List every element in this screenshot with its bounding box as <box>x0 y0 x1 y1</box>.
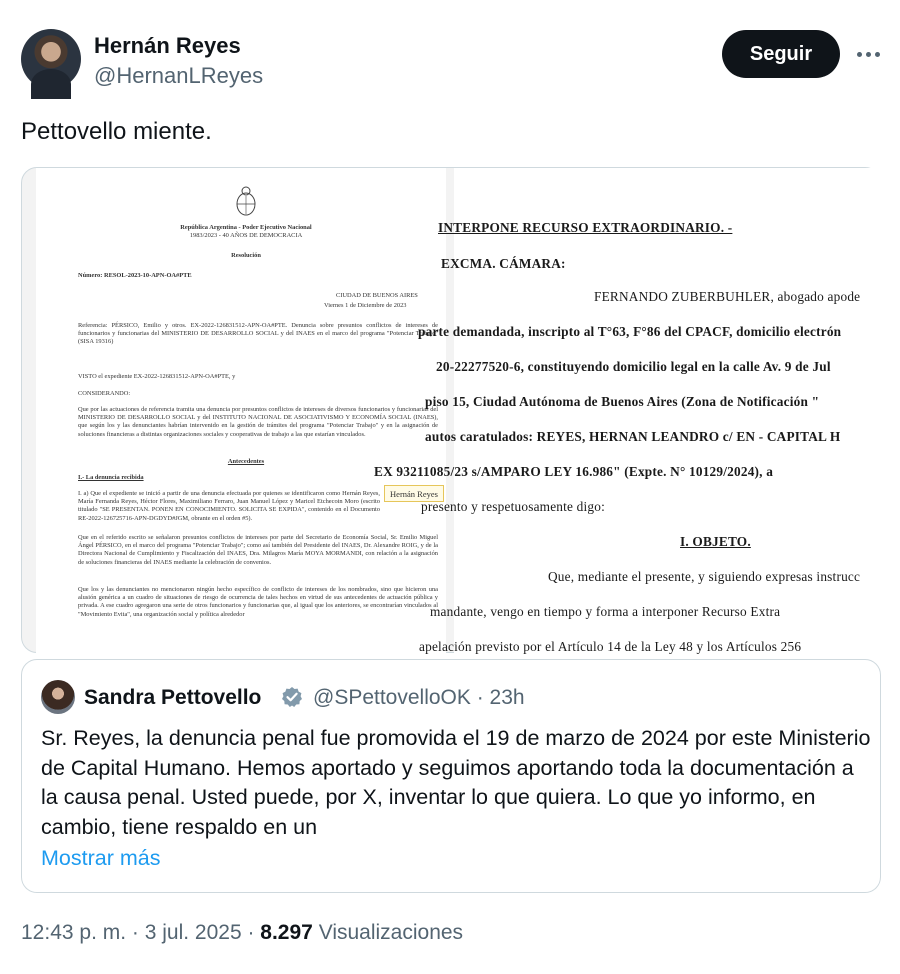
doc-paragraph-1: Que por las actuaciones de referencia tramita una denuncia por presuntos conflictos de intereses de diversos funcionarios y funcionarias del MINISTERIO DE DESARROLLO SOCIAL y del INSTITUTO NACIONAL DE ASOCIATIVISMO Y ECONOMÍA SOCIAL (INAES), que según los y las denunciantes habrían intervenido en la gestión de trámites del programa "Potenciar Trabajo" y en la asignación de soluciones financieras a distintas organizaciones sociales y cooperativas de trabajo a las que estarían vinculados. <box>78 406 438 438</box>
doc-header-2: 1983/2023 - 40 AÑOS DE DEMOCRACIA <box>189 232 303 239</box>
quoted-tweet-text: Sr. Reyes, la denuncia penal fue promovida el 19 de marzo de 2024 por este Ministerio de Capital Humano. Hemos aportado y seguimos aportando toda la documentación a la causa penal. Usted puede, por X, inventar lo que quiera. Lo que yo informo, en cambio, tiene respaldo en un <box>41 726 871 839</box>
appeal-title: INTERPONE RECURSO EXTRAORDINARIO. - <box>438 220 733 235</box>
appeal-section-heading: I. OBJETO. <box>680 534 751 549</box>
doc-reference: Referencia: PÉRSICO, Emilio y otros. EX-2022-126831512-APN-OA#PTE. Denuncia sobre presuntos conflictos de intereses de funcionarios y funcionarias del MINISTERIO DE DESARROLLO SOCIAL y del INAES en el marco del programa "Potenciar Trabajo" (SISA 19316) <box>78 322 438 346</box>
doc-paragraph-3: Que en el referido escrito se señalaron presuntos conflictos de intereses por parte del Secretario de Economía Social, Sr. Emilio Miguel Ángel PÉRSICO, en el marco del programa "Potenciar Trabajo"; como así también del Presidente del INAES, Dr. Alexandre ROIG, y de la Directora Nacional de Cumplimiento y Fiscalización del INAES, Dra. Milagros María MOYA MORMANDI, con relación a la asignación de soluciones financieras del INAES mediante la celebración de convenios. <box>78 534 438 566</box>
quoted-handle-time[interactable]: @SPettovelloOK · 23h <box>313 686 525 709</box>
appeal-line: presento y respetuosamente digo: <box>421 499 606 514</box>
doc-paragraph-2: I. a) Que el expediente se inició a partir de una denuncia efectuada por quienes se identificaron como Hernán Reyes, María Fernanda Reyes, Héctor Flores, Maximiliano Ferraro, Juan Manuel López y Maricel Etchecoin Moro (escrito titulado "SE PRESENTAN. PONEN EN CONOCIMIENTO. SOLICITA SE EXPIDA", contenido en el Documento RE-2022-126725716-APN-DGDYD#JGM, obrante en el orden #5). <box>78 490 380 522</box>
appeal-line: mandante, vengo en tiempo y forma a interponer Recurso Extra <box>430 604 781 619</box>
views-count: 8.297 <box>260 921 313 944</box>
appeal-line: s/AMPARO LEY 16.986" (Expte. N° 10129/2024), a <box>471 464 774 479</box>
quoted-author-avatar[interactable] <box>41 680 75 714</box>
views-label: Visualizaciones <box>312 921 464 944</box>
highlighted-name: Hernán Reyes <box>384 485 444 502</box>
doc-city: CIUDAD DE BUENOS AIRES <box>336 292 418 299</box>
doc-header-1: República Argentina - Poder Ejecutivo Nacional <box>180 224 312 231</box>
doc-type: Resolución <box>231 252 261 259</box>
verified-badge-icon <box>281 686 303 708</box>
author-avatar[interactable] <box>21 29 81 89</box>
author-name[interactable]: Hernán Reyes <box>94 33 241 58</box>
tweet-meta <box>21 921 463 945</box>
appeal-line: parte demandada, inscripto al T°63, F°86 del CPACF, domicilio electrón <box>418 324 842 339</box>
doc-subheading: I.- La denuncia recibida <box>78 474 144 481</box>
quoted-author-name[interactable]: Sandra Pettovello <box>84 686 262 709</box>
doc-date: Viernes 1 de Diciembre de 2023 <box>324 302 407 309</box>
show-more-link[interactable]: Mostrar más <box>41 846 161 870</box>
doc-paragraph-4: Que los y las denunciantes no mencionaron ningún hecho específico de conflicto de intereses de los nombrados, sino que hicieron una alusión genérica a un cuadro de situaciones de riesgo de ocurrencia de tales hechos en virtud de sus antecedentes de actuación pública y privada. A ese cuadro agregaron una serie de otros funcionarios y funcionarias que, al igual que los anteriores, se encontrarían vinculados al "Movimiento Evita", una organización social y política alrededor <box>78 586 438 618</box>
doc-antecedentes: Antecedentes <box>227 458 265 465</box>
appeal-line: EX 93211085/23 <box>374 464 472 479</box>
tweet-media[interactable] <box>21 167 881 653</box>
appeal-line: Que, mediante el presente, y siguiendo expresas instrucc <box>548 569 861 584</box>
timestamp[interactable]: 12:43 p. m. · 3 jul. 2025 · <box>21 921 261 944</box>
quoted-tweet[interactable] <box>21 659 881 893</box>
appeal-salutation: EXCMA. CÁMARA: <box>441 256 566 271</box>
doc-number: Número: RESOL-2023-10-APN-OA#PTE <box>78 272 192 279</box>
appeal-line: autos caratulados: REYES, HERNAN LEANDRO c/ EN - CAPITAL H <box>425 429 841 444</box>
appeal-line: apelación previsto por el Artículo 14 de la Ley 48 y los Artículos 256 <box>419 639 802 654</box>
doc-visto: VISTO el expediente EX-2022-126831512-APN-OA#PTE, y <box>78 373 236 380</box>
tweet-text: Pettovello miente. <box>21 118 212 145</box>
resolution-document-image[interactable] <box>36 168 446 654</box>
appeal-line: FERNANDO ZUBERBUHLER, abogado apode <box>594 289 861 304</box>
doc-considerando: CONSIDERANDO: <box>78 390 131 397</box>
more-options-icon[interactable] <box>848 36 888 72</box>
appeal-line: 20-22277520-6, constituyendo domicilio legal en la calle Av. 9 de Jul <box>436 359 831 374</box>
author-handle[interactable]: @HernanLReyes <box>94 63 264 88</box>
coat-of-arms-icon <box>234 184 258 218</box>
appeal-line: piso 15, Ciudad Autónoma de Buenos Aires (Zona de Notificación " <box>425 394 820 409</box>
follow-button[interactable]: Seguir <box>722 30 840 78</box>
